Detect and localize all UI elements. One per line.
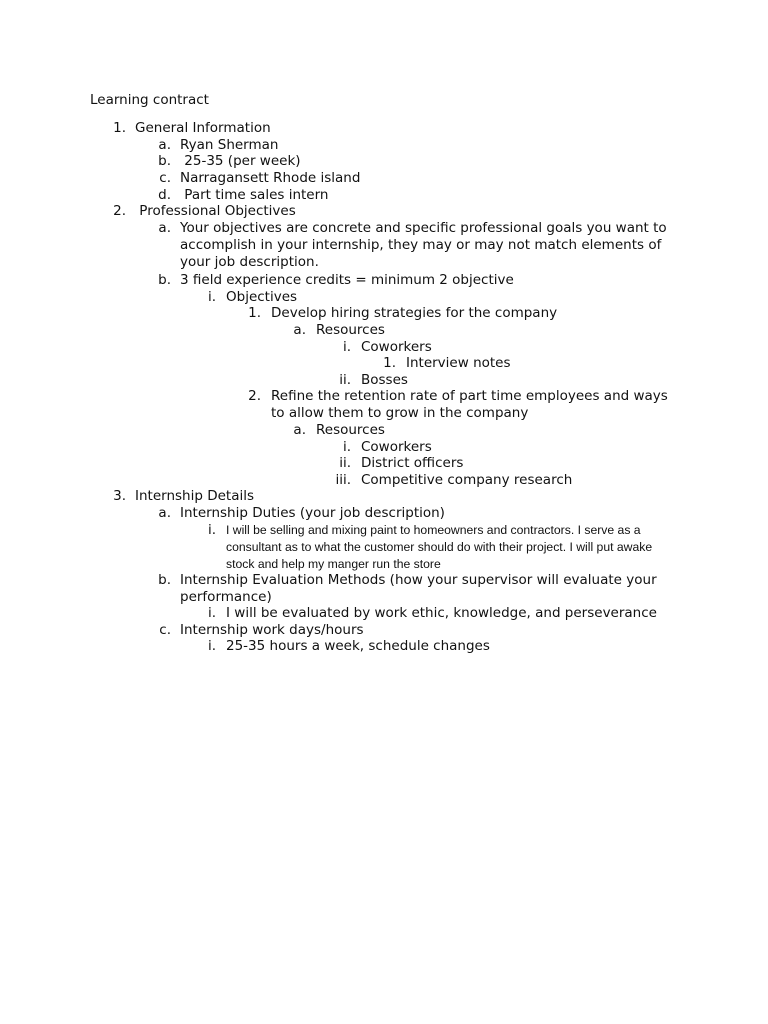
list-marker: a. (158, 505, 171, 521)
list-marker: 2. (248, 388, 261, 404)
list-marker: 2. (113, 203, 126, 219)
list-marker: 3. (113, 488, 126, 504)
document-title: Learning contract (90, 92, 209, 108)
list-item-text: I will be evaluated by work ethic, knowledge, and perseverance (226, 605, 657, 621)
list-marker: a. (158, 220, 171, 236)
list-item-text: Competitive company research (361, 472, 573, 488)
list-marker: b. (158, 272, 171, 288)
list-marker: a. (293, 322, 306, 338)
list-marker: c. (159, 622, 171, 638)
list-item-text: Internship Evaluation Methods (how your supervisor will evaluate your performance) (180, 572, 657, 605)
list-item-text: Internship Details (135, 488, 255, 504)
list-item-text: Ryan Sherman (180, 137, 279, 153)
list-item-text: General Information (135, 120, 271, 136)
list-item-text: Internship work days/hours (180, 622, 364, 638)
list-item-text: Resources (316, 322, 385, 338)
list-item-text: 3 field experience credits = minimum 2 objective (180, 272, 514, 288)
list-item-text: Bosses (361, 372, 408, 388)
list-marker: i. (342, 439, 351, 455)
list-item-text: Develop hiring strategies for the company (271, 305, 558, 321)
list-item-text: Interview notes (406, 355, 511, 371)
list-marker: a. (158, 137, 171, 153)
list-marker: a. (293, 422, 306, 438)
list-item-text: 25-35 hours a week, schedule changes (226, 638, 490, 654)
list-marker: c. (159, 170, 171, 186)
list-marker: ii. (339, 372, 351, 388)
list-marker: iii. (335, 472, 351, 488)
list-marker: i. (342, 339, 351, 355)
list-marker: 1. (248, 305, 261, 321)
list-marker: i. (207, 522, 216, 538)
list-item-text: I will be selling and mixing paint to homeowners and contractors. I serve as a consultant as to what the customer should do with their project. I will put awake stock and help my manger run the store (226, 523, 653, 571)
list-marker: i. (207, 605, 216, 621)
list-marker: i. (207, 638, 216, 654)
list-marker: 1. (113, 120, 126, 136)
list-item-text: Objectives (226, 289, 298, 305)
list-marker: d. (158, 187, 171, 203)
list-item-text: Coworkers (361, 339, 432, 355)
list-item-text: Coworkers (361, 439, 432, 455)
list-item-text: Narragansett Rhode island (180, 170, 361, 186)
list-marker: b. (158, 153, 171, 169)
list-marker: ii. (339, 455, 351, 471)
list-item-text: Refine the retention rate of part time employees and ways to allow them to grow in the company (271, 388, 668, 421)
list-item-text: Part time sales intern (180, 187, 329, 203)
list-item-text: Your objectives are concrete and specific professional goals you want to accomplish in your internship, they may or may not match elements of your job description. (180, 220, 667, 270)
list-marker: 1. (383, 355, 396, 371)
list-marker: i. (207, 289, 216, 305)
list-item-text: Professional Objectives (135, 203, 296, 219)
list-item-text: Internship Duties (your job description) (180, 505, 445, 521)
list-marker: b. (158, 572, 171, 588)
list-item-text: Resources (316, 422, 385, 438)
list-item-text: 25-35 (per week) (180, 153, 301, 169)
list-item-text: District officers (361, 455, 464, 471)
